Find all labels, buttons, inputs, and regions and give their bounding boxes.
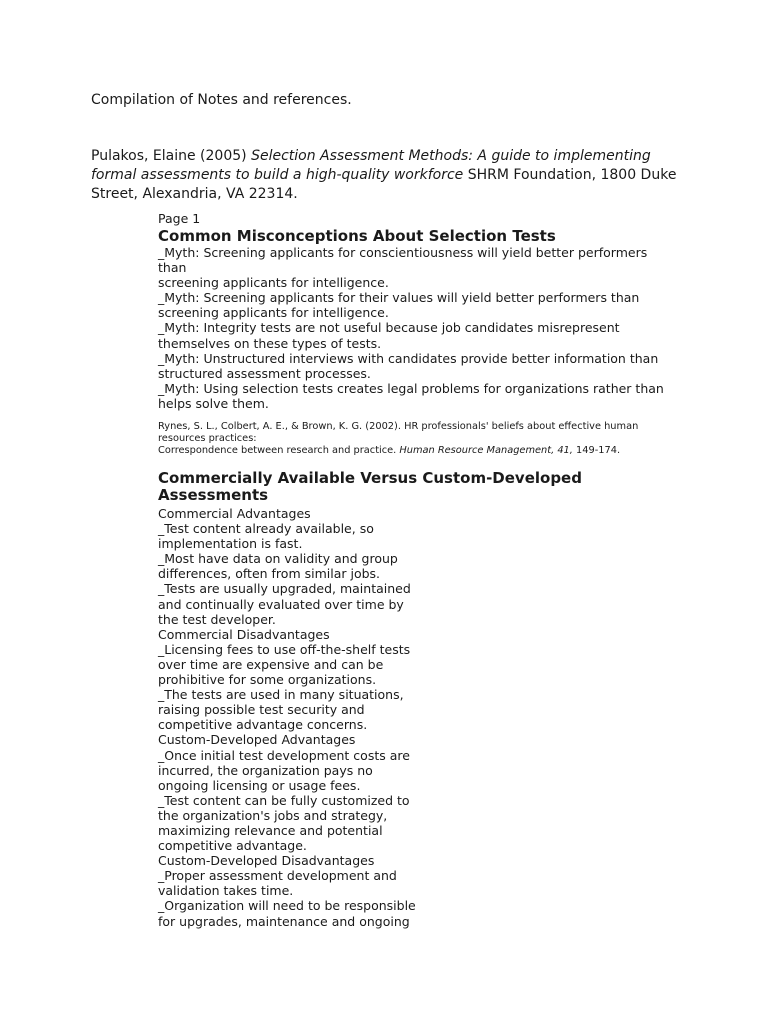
list-item: _Most have data on validity and group <box>158 551 398 567</box>
list-item: over time are expensive and can be <box>158 656 384 672</box>
citation-author: Pulakos, Elaine (2005) <box>91 148 252 164</box>
section-title-misconceptions: Common Misconceptions About Selection Tests <box>158 227 556 245</box>
myth-line: themselves on these types of tests. <box>158 335 382 351</box>
list-item: _Proper assessment development and <box>158 868 397 884</box>
myth-line: _Myth: Screening applicants for conscientiousness will yield better performers than <box>158 245 648 276</box>
list-item: differences, often from similar jobs. <box>158 566 381 582</box>
myths-list <box>158 245 678 411</box>
myth-line: helps solve them. <box>158 395 269 411</box>
list-item: and continually evaluated over time by <box>158 596 404 612</box>
list-item: ongoing licensing or usage fees. <box>158 777 361 793</box>
list-item: raising possible test security and <box>158 702 365 718</box>
list-item: _Licensing fees to use off-the-shelf tests <box>158 641 411 657</box>
myth-line: structured assessment processes. <box>158 365 371 381</box>
list-item: competitive advantage. <box>158 838 307 854</box>
list-item: the test developer. <box>158 611 276 627</box>
list-item: _Once initial test development costs are <box>158 747 410 763</box>
list-item: _Test content can be fully customized to <box>158 792 410 808</box>
list-item: incurred, the organization pays no <box>158 762 373 778</box>
citation-title: Selection Assessment Methods: A guide to implementing formal assessments to build a high-quality workforce <box>91 148 651 183</box>
comparison-list <box>158 506 418 929</box>
list-item: _Organization will need to be responsible <box>158 898 416 914</box>
myth-line: _Myth: Screening applicants for their values will yield better performers than <box>158 290 640 306</box>
list-item: validation takes time. <box>158 883 294 899</box>
group-label-commercial-disadvantages: Commercial Disadvantages <box>158 626 330 642</box>
list-item: maximizing relevance and potential <box>158 822 383 838</box>
list-item: _Test content already available, so <box>158 521 374 537</box>
myth-line: _Myth: Unstructured interviews with candidates provide better information than <box>158 350 659 366</box>
reference-pages: 149-174. <box>572 445 621 456</box>
group-label-custom-disadvantages: Custom-Developed Disadvantages <box>158 853 375 869</box>
document-heading: Compilation of Notes and references. <box>91 92 352 108</box>
myth-line: screening applicants for intelligence. <box>158 275 389 291</box>
reference-journal: Human Resource Management, 41, <box>399 445 573 456</box>
myth-line: _Myth: Using selection tests creates legal problems for organizations rather than <box>158 380 664 396</box>
group-label-commercial-advantages: Commercial Advantages <box>158 506 311 521</box>
reference-plain: Correspondence between research and practice. <box>158 445 400 456</box>
page-label: Page 1 <box>158 211 201 226</box>
list-item: prohibitive for some organizations. <box>158 672 377 688</box>
reference-line-1: Rynes, S. L., Colbert, A. E., & Brown, K. G. (2002). HR professionals' beliefs about effective human resources practices: <box>158 421 639 444</box>
list-item: _Tests are usually upgraded, maintained <box>158 581 411 597</box>
reference-line-2 <box>158 445 678 457</box>
citation <box>91 147 691 204</box>
myth-line: _Myth: Integrity tests are not useful because job candidates misrepresent <box>158 320 620 336</box>
group-label-custom-advantages: Custom-Developed Advantages <box>158 732 356 748</box>
myth-line: screening applicants for intelligence. <box>158 305 389 321</box>
list-item: competitive advantage concerns. <box>158 717 368 733</box>
citation-publisher: SHRM Foundation, 1800 Duke Street, Alexandria, VA 22314. <box>91 167 677 202</box>
list-item: the organization's jobs and strategy, <box>158 807 388 823</box>
list-item: _The tests are used in many situations, <box>158 687 404 703</box>
reference-note <box>158 421 678 457</box>
list-item: for upgrades, maintenance and ongoing <box>158 913 410 929</box>
list-item: implementation is fast. <box>158 536 303 552</box>
section-title-commercial-vs-custom: Commercially Available Versus Custom-Developed Assessments <box>158 469 582 504</box>
